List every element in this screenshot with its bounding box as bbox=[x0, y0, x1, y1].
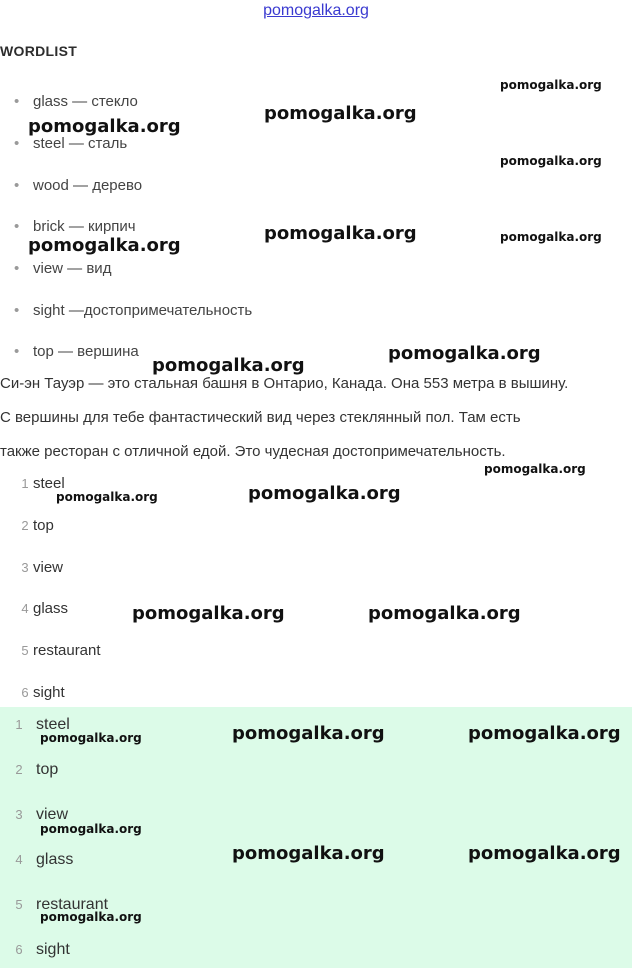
answer-item: 2 top bbox=[15, 761, 59, 778]
watermark: pomogalka.org bbox=[40, 822, 142, 836]
wordlist-heading: WORDLIST bbox=[0, 43, 78, 59]
list-item: 4 glass bbox=[21, 600, 69, 617]
site-link[interactable]: pomogalka.org bbox=[263, 2, 369, 19]
watermark: pomogalka.org bbox=[264, 103, 417, 124]
answer-item: 1 steel bbox=[15, 716, 70, 733]
bullet-icon: • bbox=[14, 260, 20, 277]
bullet-icon: • bbox=[14, 302, 20, 319]
watermark: pomogalka.org bbox=[232, 843, 385, 864]
paragraph-line: Си-эн Тауэр — это стальная башня в Онтарио, Канада. Она 553 метра в вышину. bbox=[0, 375, 569, 392]
watermark: pomogalka.org bbox=[28, 116, 181, 137]
bullet-icon: • bbox=[14, 177, 20, 194]
paragraph-line: также ресторан с отличной едой. Это чудесная достопримечательность. bbox=[0, 443, 506, 460]
watermark: pomogalka.org bbox=[500, 154, 602, 168]
watermark: pomogalka.org bbox=[500, 78, 602, 92]
watermark: pomogalka.org bbox=[388, 343, 541, 364]
list-item: 3 view bbox=[21, 559, 64, 576]
paragraph-line: С вершины для тебе фантастический вид через стеклянный пол. Там есть bbox=[0, 409, 521, 426]
watermark: pomogalka.org bbox=[40, 910, 142, 924]
wordlist-item: • brick — кирпич bbox=[14, 218, 136, 235]
wordlist-item: • sight —достопримечательность bbox=[14, 302, 253, 319]
watermark: pomogalka.org bbox=[152, 355, 305, 376]
wordlist-item: • view — вид bbox=[14, 260, 112, 277]
list-item: 6 sight bbox=[21, 684, 65, 701]
bullet-icon: • bbox=[14, 343, 20, 360]
wordlist-item: • steel — сталь bbox=[14, 135, 128, 152]
watermark: pomogalka.org bbox=[368, 603, 521, 624]
watermark: pomogalka.org bbox=[468, 843, 621, 864]
watermark: pomogalka.org bbox=[248, 483, 401, 504]
bullet-icon: • bbox=[14, 218, 20, 235]
answer-item: 3 view bbox=[15, 806, 69, 823]
watermark: pomogalka.org bbox=[132, 603, 285, 624]
watermark: pomogalka.org bbox=[264, 223, 417, 244]
wordlist-item: • glass — стекло bbox=[14, 93, 138, 110]
list-item: 2 top bbox=[21, 517, 54, 534]
answer-item: 4 glass bbox=[15, 851, 74, 868]
watermark: pomogalka.org bbox=[56, 490, 158, 504]
watermark: pomogalka.org bbox=[484, 462, 586, 476]
bullet-icon: • bbox=[14, 93, 20, 110]
watermark: pomogalka.org bbox=[28, 235, 181, 256]
answer-item: 5 restaurant bbox=[15, 896, 109, 913]
list-item: 1 steel bbox=[21, 475, 65, 492]
wordlist-item: • top — вершина bbox=[14, 343, 139, 360]
wordlist-item: • wood — дерево bbox=[14, 177, 143, 194]
answer-box bbox=[0, 707, 632, 968]
answer-item: 6 sight bbox=[15, 941, 70, 958]
bullet-icon: • bbox=[14, 135, 20, 152]
watermark: pomogalka.org bbox=[468, 723, 621, 744]
watermark: pomogalka.org bbox=[500, 230, 602, 244]
watermark: pomogalka.org bbox=[40, 731, 142, 745]
list-item: 5 restaurant bbox=[21, 642, 101, 659]
watermark: pomogalka.org bbox=[232, 723, 385, 744]
